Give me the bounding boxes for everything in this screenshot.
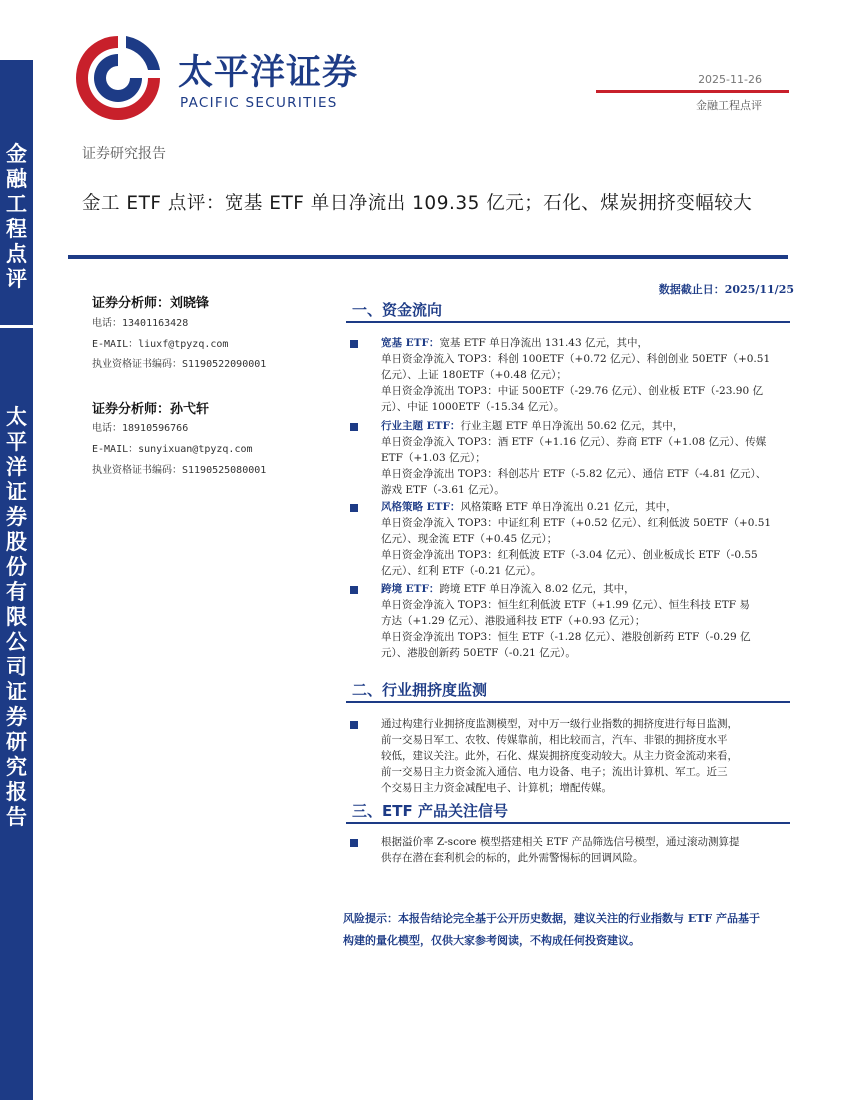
logo-chinese-name: 太平洋证券 [178,53,359,93]
analyst-name: 证券分析师：孙弋轩 [92,402,210,417]
risk-warning [343,908,795,952]
flow-line: 单日资金净流出 TOP3：红利低波 ETF（-3.04 亿元）、创业板成长 ETF（-0.55 [381,549,758,561]
report-date: 2025-11-26 [698,73,762,86]
flow-label: 跨境 ETF： [381,583,440,595]
crowding-line: 较低，建议关注。此外，石化、煤炭拥挤度变动较大。从主力资金流动来看， [381,750,738,762]
flow-line: ETF（+1.03 亿元）； [381,452,486,464]
analyst-email[interactable]: E-MAIL：sunyixuan@tpyzq.com [92,444,253,455]
crowding-paragraph [381,716,793,796]
section-title-crowding: 二、行业拥挤度监测 [352,681,488,699]
flow-line: 单日资金净流入 TOP3：恒生红利低波 ETF（+1.99 亿元）、恒生科技 ETF 易 [381,599,750,611]
flow-label: 行业主题 ETF： [381,420,461,432]
header-red-rule [596,90,789,93]
section-rule [346,321,790,323]
flow-line: 宽基 ETF 单日净流出 131.43 亿元，其中， [439,337,648,349]
flow-line: 行业主题 ETF 单日净流出 50.62 亿元，其中， [460,420,684,432]
flow-line: 游戏 ETF（-3.61 亿元）。 [381,484,505,496]
title-rule [68,255,788,259]
flow-line: 单日资金净流入 TOP3：中证红利 ETF（+0.52 亿元）、红利低波 50ETF（+0.51 [381,517,772,529]
logo-icon [68,28,168,128]
bullet-icon [350,721,358,729]
flow-paragraph [381,418,793,498]
sidebar-divider [0,325,33,328]
section-title-etf-signal: 三、ETF 产品关注信号 [352,802,508,820]
bullet-icon [350,586,358,594]
flow-line: 风格策略 ETF 单日净流出 0.21 亿元，其中， [460,501,677,513]
flow-label: 风格策略 ETF： [381,501,461,513]
flow-label: 宽基 ETF： [381,337,440,349]
flow-line: 亿元）、上证 180ETF（+0.48 亿元）； [381,369,567,381]
crowding-line: 前一交易日军工、农牧、传媒靠前，相比较而言，汽车、非银的拥挤度水平 [381,734,728,746]
flow-paragraph [381,581,793,661]
flow-paragraph [381,335,793,415]
cropped-header-text: 证券研究报告 [82,146,166,162]
flow-line: 单日资金净流出 TOP3：中证 500ETF（-29.76 亿元）、创业板 ETF（-23.90 亿 [381,385,763,397]
analyst-cert: 执业资格证书编码：S1190525080001 [92,465,267,476]
section-rule [346,822,790,824]
bullet-icon [350,340,358,348]
flow-line: 元）、港股创新药 50ETF（-0.21 亿元）。 [381,647,576,659]
flow-line: 单日资金净流出 TOP3：恒生 ETF（-1.28 亿元）、港股创新药 ETF（-0.29 亿 [381,631,751,643]
analyst-phone: 电话：18910596766 [92,423,189,434]
analyst-email[interactable]: E-MAIL：liuxf@tpyzq.com [92,339,229,350]
flow-line: 单日资金净流入 TOP3：科创 100ETF（+0.72 亿元）、科创创业 50ETF（+0.51 [381,353,771,365]
data-cutoff-date: 数据截止日：2025/11/25 [658,283,794,296]
flow-line: 单日资金净流入 TOP3：酒 ETF（+1.16 亿元）、券商 ETF（+1.08 亿元）、传媒 [381,436,767,448]
signal-paragraph [381,834,793,866]
crowding-line: 前一交易日主力资金流入通信、电力设备、电子；流出计算机、军工。近三 [381,766,728,778]
flow-line: 方达（+1.29 亿元）、港股通科技 ETF（+0.93 亿元）； [381,615,646,627]
section-rule [346,701,790,703]
analyst-cert: 执业资格证书编码：S1190522090001 [92,359,267,370]
section-title-fund-flow: 一、资金流向 [352,301,443,319]
logo-english-name: PACIFIC SECURITIES [180,95,338,111]
analyst-name: 证券分析师：刘晓锋 [92,296,210,311]
bullet-icon [350,504,358,512]
page-title: 金工 ETF 点评：宽基 ETF 单日净流出 109.35 亿元；石化、煤炭拥挤变幅较大 [82,193,753,214]
bullet-icon [350,839,358,847]
flow-line: 单日资金净流出 TOP3：科创芯片 ETF（-5.82 亿元）、通信 ETF（-4.81 亿元）、 [381,468,767,480]
signal-line: 供存在潜在套利机会的标的，此外需警惕标的回调风险。 [381,852,644,864]
crowding-line: 通过构建行业拥挤度监测模型，对中万一级行业指数的拥挤度进行每日监测， [381,718,738,730]
risk-line: 构建的量化模型，仅供大家参考阅读，不构成任何投资建议。 [343,934,640,947]
analyst-phone: 电话：13401163428 [92,318,189,329]
crowding-line: 个交易日主力资金减配电子、计算机；增配传媒。 [381,782,612,794]
sidebar-company-text: 太平洋证券股份有限公司证券研究报告 [6,405,27,829]
bullet-icon [350,423,358,431]
report-category: 金融工程点评 [696,99,762,112]
signal-line: 根据溢价率 Z-score 模型搭建相关 ETF 产品筛选信号模型，通过滚动测算提 [381,836,740,848]
flow-paragraph [381,499,793,579]
sidebar-bar [0,60,33,1100]
flow-line: 亿元）、红利 ETF（-0.21 亿元）。 [381,565,542,577]
risk-line: 风险提示：本报告结论完全基于公开历史数据，建议关注的行业指数与 ETF 产品基于 [343,912,761,925]
flow-line: 跨境 ETF 单日净流入 8.02 亿元，其中， [439,583,635,595]
flow-line: 元）、中证 1000ETF（-15.34 亿元）。 [381,401,565,413]
sidebar-category-text: 金融工程点评 [6,142,27,291]
flow-line: 亿元）、现金流 ETF（+0.45 亿元）； [381,533,558,545]
